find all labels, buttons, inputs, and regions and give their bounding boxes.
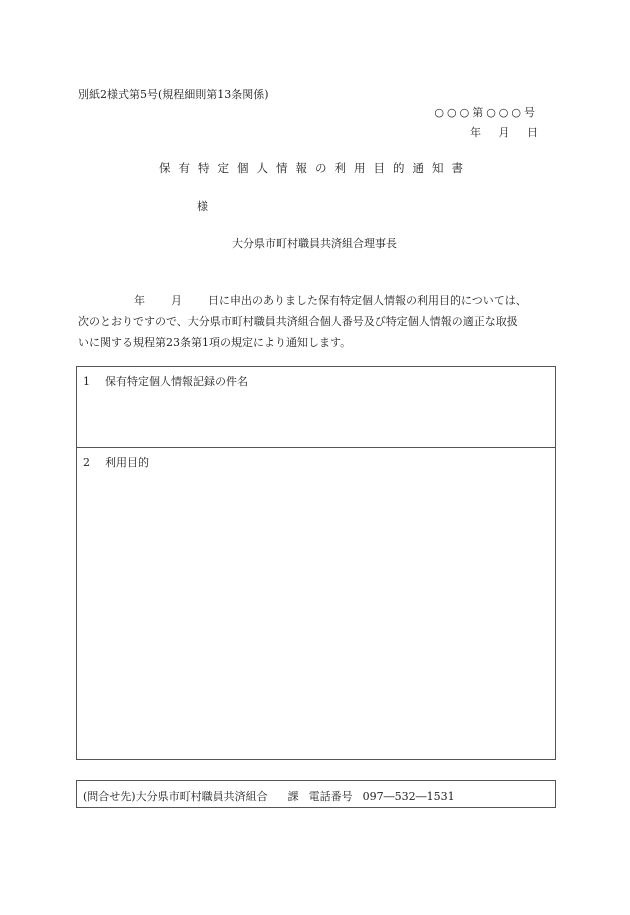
- body-year: 年: [134, 294, 145, 307]
- contact-phone: 097―532―1531: [362, 790, 455, 803]
- addressee-suffix: 様: [197, 200, 208, 213]
- date-month: 月: [498, 126, 510, 139]
- body-line-1: [78, 290, 558, 311]
- contact-phone-label: 電話番号: [308, 790, 353, 803]
- issuer-name: 大分県市町村職員共済組合理事長: [232, 237, 397, 250]
- body-line-3: いに関する規程第23条第1項の規定により通知します。: [78, 336, 352, 349]
- contact-prefix: (問合せ先)大分県市町村職員共済組合: [83, 790, 268, 803]
- section-record-name: [76, 366, 556, 448]
- section-2-number: 2: [83, 456, 90, 469]
- section-purpose: [76, 447, 556, 760]
- section-2-title: 利用目的: [105, 456, 149, 469]
- section-1-label: [83, 373, 248, 389]
- contact-line: [83, 788, 455, 804]
- section-2-label: [83, 454, 149, 470]
- section-1-title: 保有特定個人情報記録の件名: [105, 375, 248, 388]
- body-line-1-text: 日に申出のありました保有特定個人情報の利用目的については、: [208, 294, 527, 307]
- document-number: ○○○第○○○号: [434, 106, 538, 119]
- section-1-number: 1: [83, 375, 90, 388]
- document-title: 保有特定個人情報の利用目的通知書: [159, 161, 471, 175]
- notice-body: [78, 290, 558, 353]
- date-year: 年: [470, 126, 481, 139]
- form-reference: 別紙2様式第5号(規程細則第13条関係): [78, 88, 269, 101]
- date-day: 日: [527, 126, 538, 139]
- body-month: 月: [171, 294, 182, 307]
- contact-dept: 課: [287, 790, 299, 803]
- body-line-2: 次のとおりですので、大分県市町村職員共済組合個人番号及び特定個人情報の適正な取扱: [78, 315, 518, 328]
- date-line: [470, 124, 538, 140]
- contact-box: [76, 780, 556, 808]
